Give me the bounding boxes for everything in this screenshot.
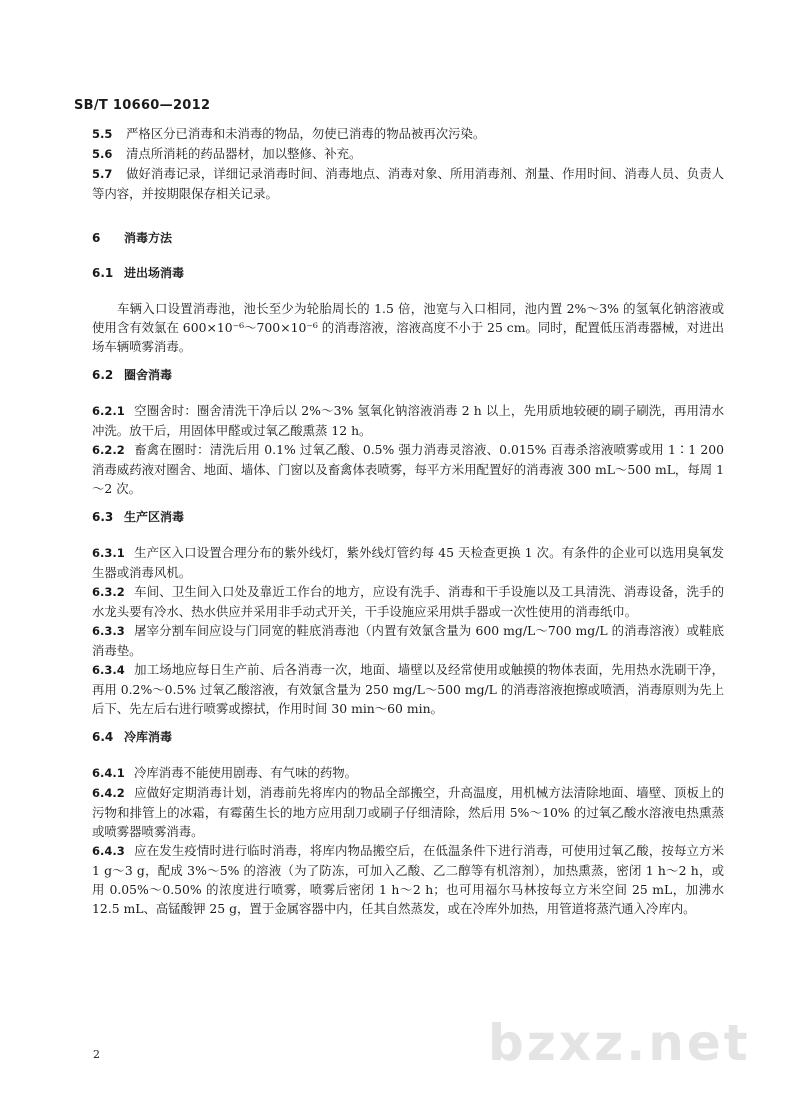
section-title-text: 消毒方法	[124, 231, 173, 245]
clause-text: 清点所消耗的药品器材，加以整修、补充。	[126, 146, 362, 161]
section-6-1-heading	[92, 264, 724, 283]
clause-number: 6.3.1	[92, 546, 125, 560]
clause-text: 加工场地应每日生产前、后各消毒一次，地面、墙壁以及经常使用或触摸的物体表面，先用热水洗刷干净，再用 0.2%～0.5% 过氧乙酸溶液，有效氯含量为 250 mg/L～500 mg/L 的消毒溶液抱擦或喷洒，消毒原则为先上后下、先左后右进行喷雾或擦拭，作用时间 30 min～60 min。	[92, 662, 724, 716]
clause-text: 冷库消毒不能使用剧毒、有气味的药物。	[134, 765, 358, 780]
clause-number: 6.4.2	[92, 786, 125, 800]
section-6-2-heading	[92, 366, 724, 385]
clause-number: 5.5	[92, 127, 113, 141]
section-number: 6.1	[92, 266, 114, 280]
clause-6-2-2	[92, 440, 724, 498]
clause-text: 屠宰分割车间应设与门同宽的鞋底消毒池（内置有效氯含量为 600 mg/L～700 mg/L 的消毒溶液）或鞋底消毒垫。	[92, 623, 724, 658]
clause-6-4-3	[92, 841, 724, 918]
clause-5-5	[92, 124, 724, 144]
clause-number: 6.3.2	[92, 585, 125, 599]
page-number: 2	[93, 1048, 100, 1061]
clause-6-3-1	[92, 543, 724, 582]
section-title-text: 进出场消毒	[124, 266, 185, 280]
section-number: 6.4	[92, 730, 114, 744]
clause-6-2-1	[92, 401, 724, 440]
section-number: 6.2	[92, 368, 114, 382]
clause-number: 6.2.2	[92, 443, 125, 457]
clause-text: 生产区入口设置合理分布的紫外线灯，紫外线灯管约每 45 天检查更换 1 次。有条件的企业可以选用臭氧发生器或消毒风机。	[92, 545, 724, 580]
clause-text: 车间、卫生间入口处及靠近工作台的地方，应设有洗手、消毒和干手设施以及工具清洗、消毒设备，洗手的水龙头要有冷水、热水供应并采用非手动式开关，干手设施应采用烘手器或一次性使用的消毒纸巾。	[92, 584, 724, 619]
clause-5-6	[92, 144, 724, 164]
clause-text: 严格区分已消毒和未消毒的物品，勿使已消毒的物品被再次污染。	[126, 126, 486, 141]
clause-text: 空圈舍时：圈舍清洗干净后以 2%～3% 氢氧化钠溶液消毒 2 h 以上，先用质地较硬的刷子刷洗，再用清水冲洗。放干后，用固体甲醛或过氧乙酸熏蒸 12 h。	[92, 403, 724, 438]
clause-6-3-4	[92, 660, 724, 718]
document-body	[92, 124, 724, 918]
site-watermark: bzxz.net	[488, 1014, 751, 1072]
section-6-3-heading	[92, 508, 724, 527]
section-number: 6	[92, 231, 101, 245]
clause-number: 6.4.1	[92, 766, 125, 780]
clause-text: 应做好定期消毒计划，消毒前先将库内的物品全部搬空，升高温度，用机械方法清除地面、墙壁、顶板上的污物和排管上的冰霜，有霉菌生长的地方应用刮刀或刷子仔细清除，然后用 5%～10% 的过氧乙酸水溶液电热熏蒸或喷雾器喷雾消毒。	[92, 785, 724, 839]
section-title-text: 冷库消毒	[124, 730, 173, 744]
clause-text: 畜禽在圈时：清洗后用 0.1% 过氧乙酸、0.5% 强力消毒灵溶液、0.015% 百毒杀溶液喷雾或用 1∶1 200 消毒威药液对圈舍、地面、墙体、门窗以及畜禽体表喷雾，每平方米用配置好的消毒液 300 mL～500 mL，每周 1～2 次。	[92, 442, 724, 496]
section-6-1-body: 车辆入口设置消毒池，池长至少为轮胎周长的 1.5 倍，池宽与入口相同，池内置 2%～3% 的氢氧化钠溶液或使用含有效氯在 600×10⁻⁶～700×10⁻⁶ 的消毒溶液，溶液高度不小于 25 cm。同时，配置低压消毒器械，对进出场车辆喷雾消毒。	[92, 301, 724, 354]
standard-number-header: SB/T 10660—2012	[74, 98, 211, 113]
clause-number: 6.3.3	[92, 624, 125, 638]
clause-6-4-1	[92, 763, 724, 783]
clause-text: 应在发生疫情时进行临时消毒，将库内物品搬空后，在低温条件下进行消毒，可使用过氧乙酸，按每立方米 1 g～3 g，配成 3%～5% 的溶液（为了防冻，可加入乙酸、乙二醇等有机溶剂），加热熏蒸，密闭 1 h～2 h，或用 0.05%～0.50% 的浓度进行喷雾，喷雾后密闭 1 h～2 h；也可用福尔马林按每立方米空间 25 mL，加沸水 12.5 mL、高锰酸钾 25 g，置于金属容器中内，任其自然蒸发，或在冷库外加热，用管道将蒸汽通入冷库内。	[92, 843, 724, 916]
section-title-text: 圈舍消毒	[124, 368, 173, 382]
section-number: 6.3	[92, 510, 114, 524]
clause-number: 5.7	[92, 167, 113, 181]
clause-5-7	[92, 164, 724, 203]
section-6-heading	[92, 229, 724, 248]
section-6-4-heading	[92, 728, 724, 747]
clause-6-4-2	[92, 783, 724, 841]
clause-6-3-3	[92, 621, 724, 660]
clause-text: 做好消毒记录，详细记录消毒时间、消毒地点、消毒对象、所用消毒剂、剂量、作用时间、消毒人员、负责人等内容，并按期限保存相关记录。	[92, 166, 724, 201]
clause-6-3-2	[92, 582, 724, 621]
section-title-text: 生产区消毒	[124, 510, 185, 524]
clause-number: 6.3.4	[92, 663, 125, 677]
clause-number: 5.6	[92, 147, 113, 161]
clause-number: 6.2.1	[92, 404, 125, 418]
clause-number: 6.4.3	[92, 844, 125, 858]
